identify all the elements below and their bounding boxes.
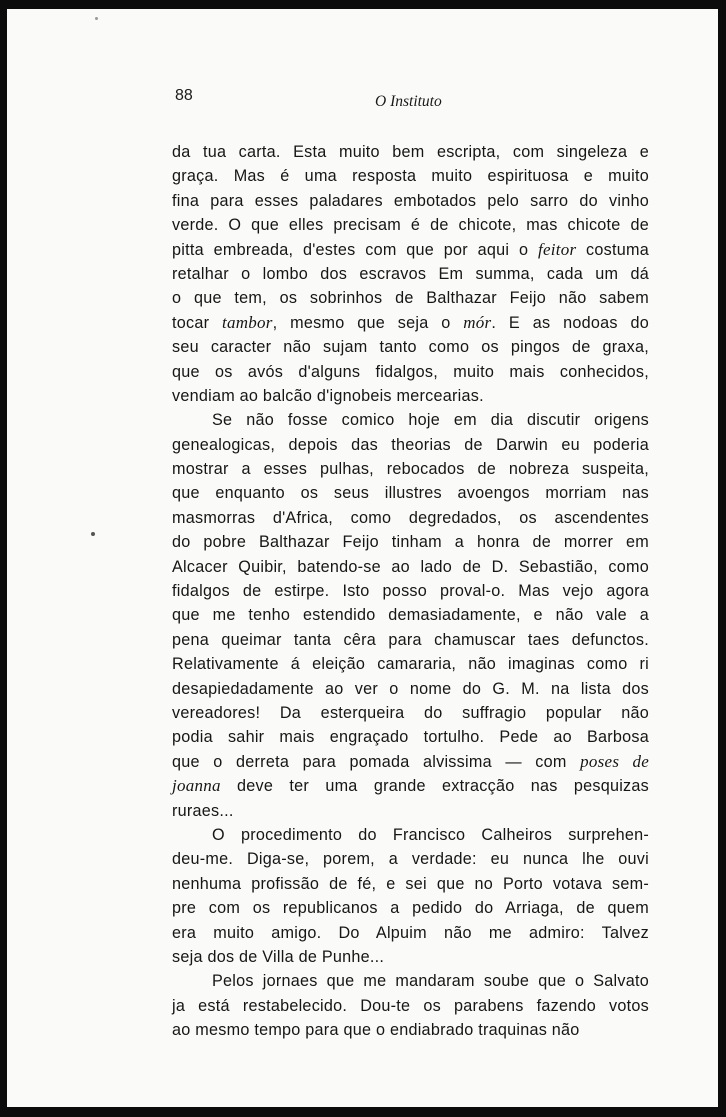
text-run: desapiedadamente ao ver o nome do G. M. na lista dos bbox=[172, 679, 649, 698]
text-run: genealogicas, depois das theorias de Darwin eu poderia bbox=[172, 435, 649, 454]
text-line bbox=[172, 921, 649, 945]
text-line bbox=[172, 530, 649, 554]
text-line bbox=[172, 872, 649, 896]
text-line bbox=[172, 701, 649, 725]
text-line bbox=[172, 189, 649, 213]
text-line bbox=[172, 847, 649, 871]
text-run: que o derreta para pomada alvissima — com bbox=[172, 752, 581, 771]
text-line bbox=[172, 750, 649, 774]
text-run: deve ter uma grande extracção nas pesquizas bbox=[220, 777, 649, 796]
text-line bbox=[172, 1018, 649, 1042]
text-line bbox=[172, 555, 649, 579]
italic-word: mór bbox=[463, 312, 492, 332]
text-line bbox=[172, 457, 649, 481]
text-line bbox=[172, 579, 649, 603]
text-run: . E as nodoas do bbox=[491, 313, 649, 332]
italic-word: feitor bbox=[537, 239, 577, 259]
text-line bbox=[172, 799, 649, 823]
text-run: era muito amigo. Do Alpuim não me admiro: Talvez bbox=[172, 923, 649, 942]
text-line bbox=[172, 677, 649, 701]
text-run: graça. Mas é uma resposta muito espirituosa e muito bbox=[172, 167, 649, 186]
text-line bbox=[172, 384, 649, 408]
text-line bbox=[172, 408, 649, 432]
text-line bbox=[172, 164, 649, 188]
text-run: fidalgos de estirpe. Isto posso proval-o. Mas vejo agora bbox=[172, 582, 649, 601]
body-text bbox=[172, 140, 649, 1042]
text-run: pitta embreada, d'estes com que por aqui o bbox=[172, 240, 538, 259]
text-run: pena queimar tanta cêra para chamuscar taes defunctos. bbox=[172, 630, 649, 649]
text-run: que me tenho estendido demasiadamente, e não vale a bbox=[172, 606, 649, 625]
text-line bbox=[172, 335, 649, 359]
text-line bbox=[172, 969, 649, 993]
text-run: do pobre Balthazar Feijo tinham a honra de morrer em bbox=[172, 533, 649, 552]
text-run: nenhuma profissão de fé, e sei que no Porto votava sem- bbox=[172, 874, 649, 893]
text-run: podia sahir mais engraçado tortulho. Pede ao Barbosa bbox=[172, 728, 649, 747]
italic-word: joanna bbox=[172, 776, 221, 796]
text-line bbox=[172, 286, 649, 310]
print-speck bbox=[95, 17, 98, 20]
text-run: O procedimento do Francisco Calheiros surprehen- bbox=[212, 825, 649, 844]
text-line bbox=[172, 945, 649, 969]
text-run: que os avós d'alguns fidalgos, muito mais conhecidos, bbox=[172, 362, 649, 381]
text-run: Se não fosse comico hoje em dia discutir origens bbox=[212, 411, 649, 430]
text-run: seja dos de Villa de Punhe... bbox=[172, 947, 385, 966]
text-line bbox=[172, 506, 649, 530]
text-line bbox=[172, 311, 649, 335]
text-line bbox=[172, 823, 649, 847]
text-run: que enquanto os seus illustres avoengos morriam nas bbox=[172, 484, 649, 503]
running-title: O Instituto bbox=[375, 93, 442, 110]
text-run: seu caracter não sujam tanto como os pingos de graxa, bbox=[172, 338, 649, 357]
print-speck bbox=[91, 532, 95, 536]
text-line bbox=[172, 481, 649, 505]
text-run: da tua carta. Esta muito bem escripta, com singeleza e bbox=[172, 143, 649, 161]
text-run: ruraes... bbox=[172, 801, 234, 820]
text-line bbox=[172, 725, 649, 749]
text-line bbox=[172, 994, 649, 1018]
text-line bbox=[172, 238, 649, 262]
text-run: , mesmo que seja o bbox=[272, 313, 464, 332]
text-run: tocar bbox=[172, 313, 223, 332]
text-line bbox=[172, 140, 649, 164]
text-run: Relativamente á eleição camararia, não imaginas como ri bbox=[172, 655, 649, 674]
text-run: masmorras d'Africa, como degredados, os ascendentes bbox=[172, 508, 649, 527]
text-run: costuma bbox=[576, 240, 649, 259]
text-run: o que tem, os sobrinhos de Balthazar Feijo não sabem bbox=[172, 289, 649, 308]
text-line bbox=[172, 213, 649, 237]
text-line bbox=[172, 603, 649, 627]
text-run: fina para esses paladares embotados pelo sarro do vinho bbox=[172, 191, 649, 210]
text-run: mostrar a esses pulhas, rebocados de nobreza suspeita, bbox=[172, 460, 649, 479]
text-run: vendiam ao balcão d'ignobeis mercearias. bbox=[172, 386, 484, 405]
text-line bbox=[172, 262, 649, 286]
text-run: verde. O que elles precisam é de chicote, mas chicote de bbox=[172, 216, 649, 235]
text-line bbox=[172, 896, 649, 920]
italic-word: tambor bbox=[222, 312, 273, 332]
text-run: deu-me. Diga-se, porem, a verdade: eu nunca lhe ouvi bbox=[172, 850, 649, 869]
text-line bbox=[172, 433, 649, 457]
text-run: pre com os republicanos a pedido do Arriaga, de quem bbox=[172, 899, 649, 918]
text-run: retalhar o lombo dos escravos Em summa, cada um dá bbox=[172, 264, 649, 283]
page-number: 88 bbox=[175, 87, 193, 104]
text-run: vereadores! Da esterqueira do suffragio popular não bbox=[172, 703, 649, 722]
text-run: ao mesmo tempo para que o endiabrado traquinas não bbox=[172, 1021, 580, 1040]
text-line bbox=[172, 628, 649, 652]
italic-word: poses de bbox=[580, 751, 649, 771]
text-run: ja está restabelecido. Dou-te os parabens fazendo votos bbox=[172, 996, 649, 1015]
text-line bbox=[172, 774, 649, 798]
text-run: Alcacer Quibir, batendo-se ao lado de D. Sebastião, como bbox=[172, 557, 649, 576]
text-line bbox=[172, 652, 649, 676]
text-run: Pelos jornaes que me mandaram soube que o Salvato bbox=[212, 972, 649, 991]
text-line bbox=[172, 360, 649, 384]
